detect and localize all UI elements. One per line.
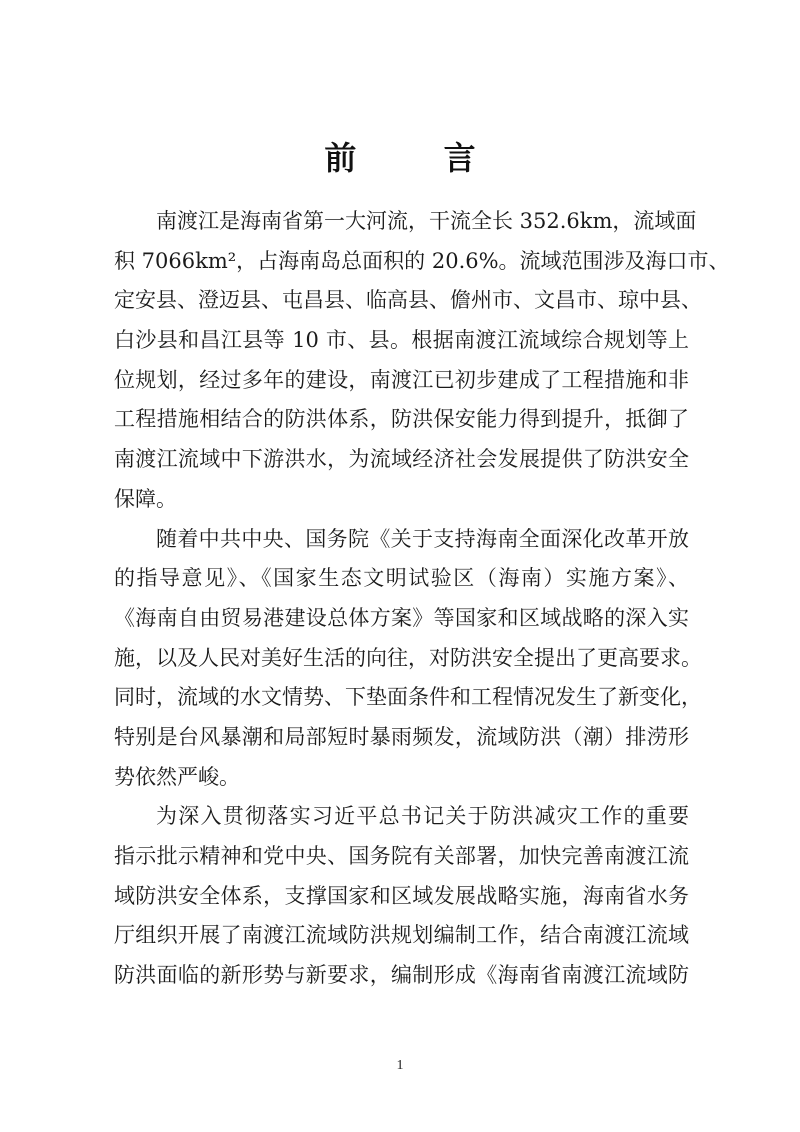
page-number: 1 bbox=[396, 1058, 404, 1073]
text-line: 为深入贯彻落实习近平总书记关于防洪减灾工作的重要 bbox=[156, 804, 689, 829]
text-line: 厅组织开展了南渡江流域防洪规划编制工作，结合南渡江流域 bbox=[114, 923, 689, 948]
text-line: 位规划，经过多年的建设，南渡江已初步建成了工程措施和非 bbox=[114, 367, 689, 392]
text-line: 定安县、澄迈县、屯昌县、临高县、儋州市、文昌市、琼中县、 bbox=[114, 288, 702, 313]
text-line: 指示批示精神和党中央、国务院有关部署，加快完善南渡江流 bbox=[114, 844, 689, 868]
text-line: 南渡江是海南省第一大河流，干流全长 352.6km，流域面 bbox=[156, 209, 697, 233]
text-line: 南渡江流域中下游洪水，为流域经济社会发展提供了防洪安全 bbox=[114, 447, 689, 472]
text-line: 势依然严峻。 bbox=[114, 764, 240, 789]
text-line: 积 7066km²，占海南岛总面积的 20.6%。流域范围涉及海口市、 bbox=[114, 248, 730, 273]
text-line: 工程措施相结合的防洪体系，防洪保安能力得到提升，抵御了 bbox=[114, 407, 689, 432]
text-line: 随着中共中央、国务院《关于支持海南全面深化改革开放 bbox=[156, 526, 689, 551]
text-line: 《海南自由贸易港建设总体方案》等国家和区域战略的深入实 bbox=[114, 605, 689, 630]
text-line: 保障。 bbox=[114, 486, 177, 511]
page-title: 前 言 bbox=[324, 139, 514, 177]
text-line: 域防洪安全体系，支撑国家和区域发展战略实施，海南省水务 bbox=[114, 883, 689, 908]
text-line: 同时，流域的水文情势、下垫面条件和工程情况发生了新变化， bbox=[114, 685, 702, 710]
paragraph-1 bbox=[114, 202, 730, 520]
paragraph-2 bbox=[114, 520, 702, 798]
text-line: 特别是台风暴潮和局部短时暴雨频发，流域防洪（潮）排涝形 bbox=[114, 724, 689, 749]
text-line: 防洪面临的新形势与新要求，编制形成《海南省南渡江流域防 bbox=[114, 963, 689, 988]
paragraph-3 bbox=[114, 797, 689, 995]
text-line: 施，以及人民对美好生活的向往，对防洪安全提出了更高要求。 bbox=[114, 645, 702, 670]
text-line: 的指导意见》、《国家生态文明试验区（海南）实施方案》、 bbox=[114, 566, 689, 591]
text-line: 白沙县和昌江县等 10 市、县。根据南渡江流域综合规划等上 bbox=[114, 328, 689, 353]
document-body bbox=[114, 202, 730, 996]
